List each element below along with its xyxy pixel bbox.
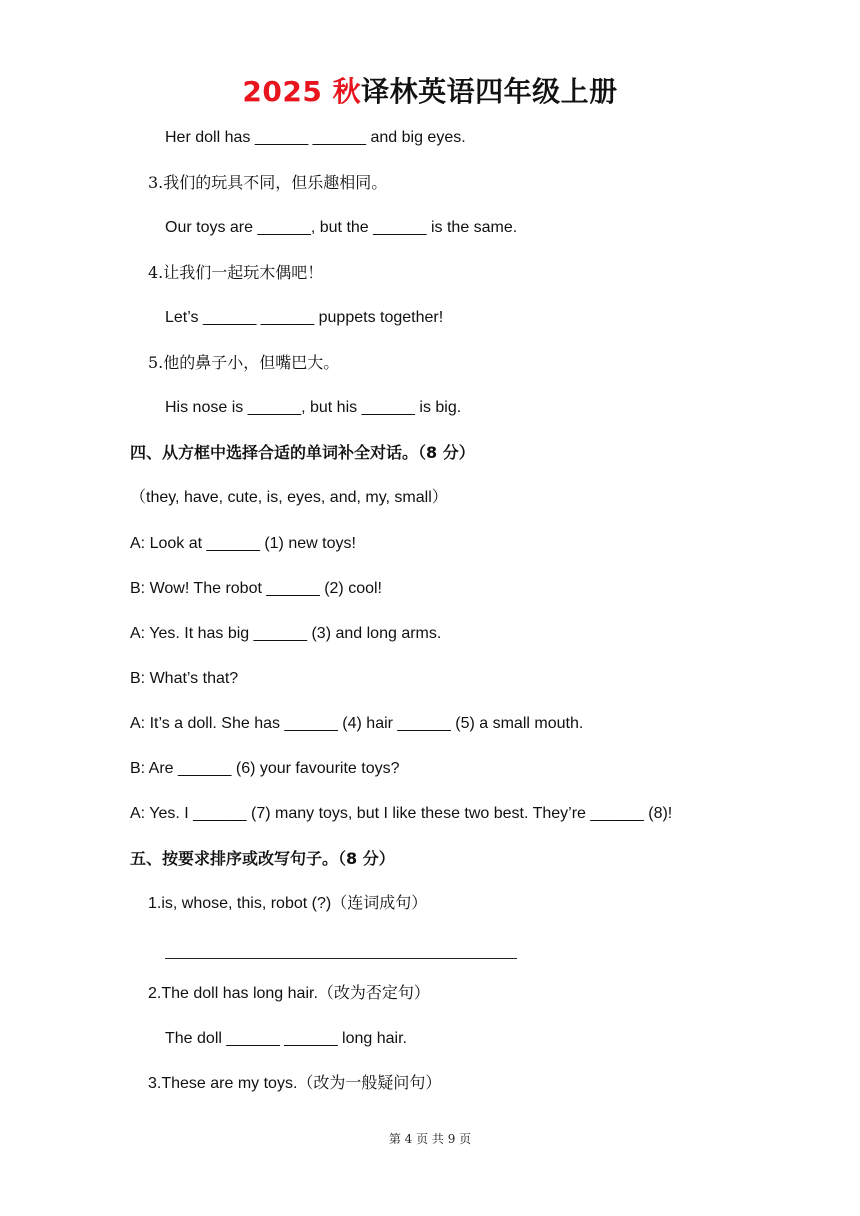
q3-prompt: 3.我们的玩具不同，但乐趣相同。 [148,173,388,192]
dialogue-line: A: Look at ______ (1) new toys! [130,535,356,552]
s5-q1-prompt: 1.is, whose, this, robot (?)（连词成句） [148,895,428,912]
q5-english: His nose is ______, but his ______ is big. [165,399,462,416]
q4-english: Let’s ______ ______ puppets together! [165,309,444,326]
q3-english: Our toys are ______, but the ______ is the same. [165,219,518,236]
title-year: 2025 秋 [242,75,362,108]
section5-heading: 五、按要求排序或改写句子。（8 分） [130,849,395,868]
dialogue-line: B: What’s that? [130,670,239,687]
s5-q2-english: The doll ______ ______ long hair. [165,1030,407,1047]
dialogue-line: B: Are ______ (6) your favourite toys? [130,760,400,777]
q4-prompt: 4.让我们一起玩木偶吧！ [148,263,324,282]
s5-q3-prompt: 3.These are my toys.（改为一般疑问句） [148,1075,442,1092]
dialogue-line: A: Yes. I ______ (7) many toys, but I like these two best. They’re ______ (8)! [130,805,673,822]
page-footer: 第 4 页 共 9 页 [388,1132,472,1146]
section4-heading: 四、从方框中选择合适的单词补全对话。（8 分） [130,443,475,462]
answer-line [165,958,517,959]
dialogue-line: B: Wow! The robot ______ (2) cool! [130,580,382,597]
q2-english: Her doll has ______ ______ and big eyes. [165,129,466,146]
word-box: （they, have, cute, is, eyes, and, my, small） [130,489,448,506]
dialogue-line: A: Yes. It has big ______ (3) and long arms. [130,625,442,642]
q5-prompt: 5.他的鼻子小，但嘴巴大。 [148,353,340,372]
dialogue-line: A: It’s a doll. She has ______ (4) hair ______ (5) a small mouth. [130,715,584,732]
s5-q2-prompt: 2.The doll has long hair.（改为否定句） [148,985,430,1002]
page-title [0,70,860,110]
title-book: 译林英语四年级上册 [361,75,618,108]
